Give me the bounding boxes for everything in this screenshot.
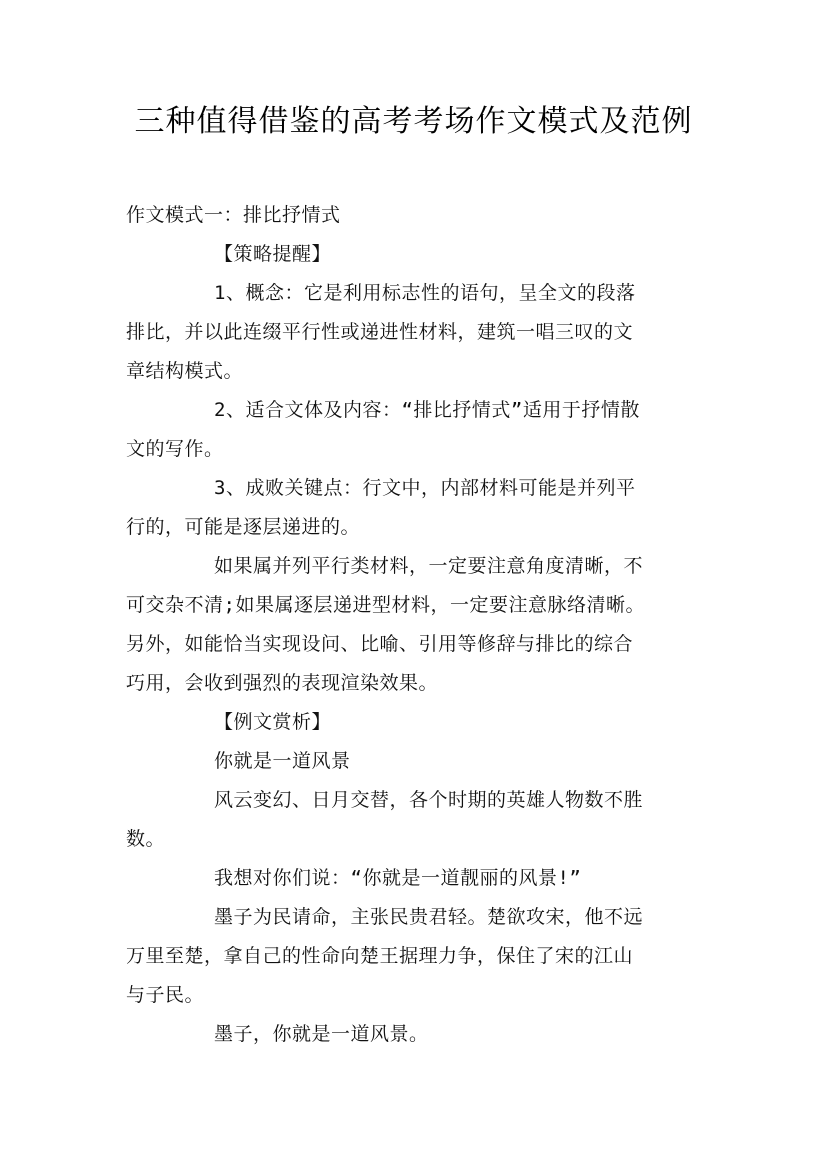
text-line: 万里至楚，拿自己的性命向楚王据理力争，保住了宋的江山 [126,945,634,967]
text-line: 【例文赏析】 [214,711,332,733]
text-line: 文的写作。 [126,438,224,460]
text-line: 数。 [126,828,166,850]
text-line: 与子民。 [126,984,205,1006]
text-line: 作文模式一：排比抒情式 [126,204,341,226]
document-body [126,196,706,1054]
text-line: 章结构模式。 [126,360,244,382]
text-line: 风云变幻、日月交替，各个时期的英雄人物数不胜 [214,789,644,811]
text-line: 可交杂不清;如果属逐层递进型材料，一定要注意脉络清晰。 [126,594,645,616]
text-line: 【策略提醒】 [214,243,332,265]
text-line: 行的，可能是逐层递进的。 [126,516,361,538]
text-line: 另外，如能恰当实现设问、比喻、引用等修辞与排比的综合 [126,633,634,655]
text-line: 1、概念：它是利用标志性的语句，呈全文的段落 [214,282,636,304]
text-line: 你就是一道风景 [214,750,351,772]
text-line: 2、适合文体及内容：“排比抒情式”适用于抒情散 [214,399,640,421]
document-title: 三种值得借鉴的高考考场作文模式及范例 [134,104,693,139]
text-line: 我想对你们说：“你就是一道靓丽的风景!” [214,867,582,889]
text-line: 墨子，你就是一道风景。 [214,1023,429,1045]
text-line: 如果属并列平行类材料，一定要注意角度清晰，不 [214,555,644,577]
text-line: 排比，并以此连缀平行性或递进性材料，建筑一唱三叹的文 [126,321,634,343]
text-line: 3、成败关键点：行文中，内部材料可能是并列平 [214,477,636,499]
text-line: 巧用，会收到强烈的表现渲染效果。 [126,672,439,694]
text-line: 墨子为民请命，主张民贵君轻。楚欲攻宋，他不远 [214,906,644,928]
